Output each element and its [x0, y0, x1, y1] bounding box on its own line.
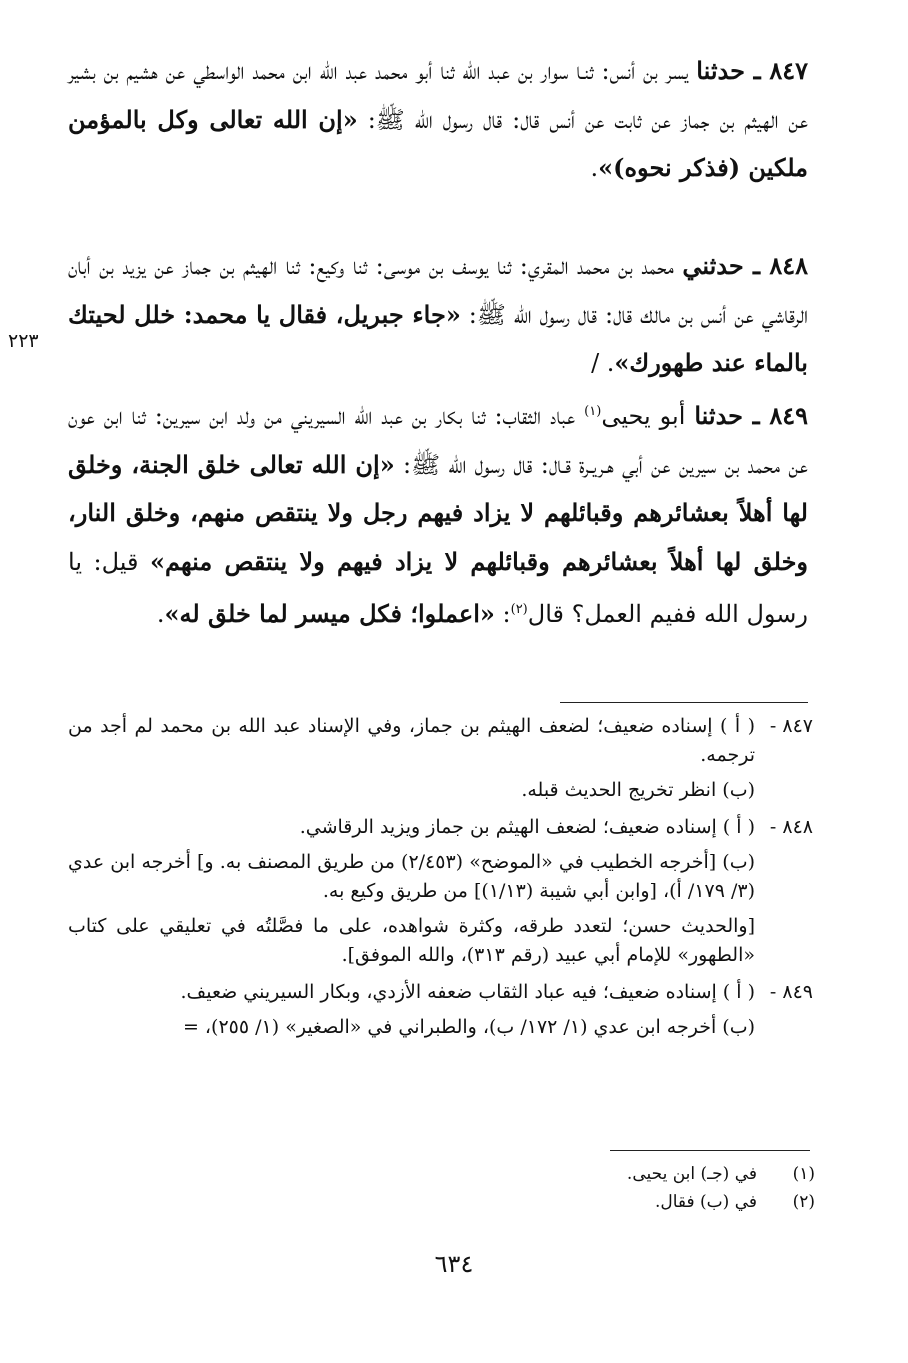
note-text: (ب) انظر تخريج الحديث قبله.	[521, 779, 755, 801]
notes-divider	[560, 702, 808, 703]
hadith-isnad: عباد الثقاب: ثنا بكار بن عبد الله السيريني من ولد ابن سيرين: ثنا ابن عون عن محمد بن سيرين عن أبي هـريـرة قـال: قال رسول الله ﷺ:	[68, 402, 809, 479]
note-text: ( أ ) إسناده ضعيف؛ لضعف الهيثم بن جماز، وفي الإسناد عبد الله بن محمد لم أجد من ترجمه.	[68, 715, 755, 766]
hadith-isnad: يسر بن أنس: ثنـا سوار بن عبد الله ثنا أبو محمد عبد الله ابن محمد الواسطي عن هشيم بن بشير عن الهيثم بن جماز عن ثابت عن أنس قال: قال رسول الله ﷺ:	[68, 57, 809, 134]
manuscript-folio-ref: ٢٢٣	[8, 330, 39, 352]
hadith-matn: «إن الله تعالى خلق الجنة، وخلق لها أهلاً بعشائرهم وقبائلهم لا يزاد فيهم رجل ولا ينتقص منهم، وخلق النار، وخلق لها أهلاً بعشائرهم وقبائلهم لا يزاد فيهم ولا ينتقص منهم»	[68, 449, 808, 576]
note-849	[68, 978, 813, 1042]
footnote-text: في (جـ) ابن يحيى.	[626, 1164, 757, 1184]
hadith-847	[68, 47, 808, 193]
hadith-matn: «إن الله تعالى وكل بالمؤمن ملكين (فذكر نحوه)»	[68, 104, 808, 182]
footnote-mark: (١)	[584, 404, 602, 419]
hadith-matn: «اعملوا؛ فكل ميسر لما خلق له»	[164, 599, 495, 628]
footnote-mark: (٢)	[510, 602, 528, 617]
footnote	[420, 1188, 815, 1216]
hadith-848	[68, 242, 808, 388]
note-ref: ٨٤٧ -	[769, 715, 813, 737]
note-text: (ب) [أخرجه الخطيب في «الموضح» (٢/٤٥٣) من طريق المصنف به. و] أخرجه ابن عدي (٣/ ١٧٩/ أ)، [وابن أبي شيبة (١/١٣)] من طريق وكيع به.	[68, 851, 755, 902]
takhrij-notes	[68, 712, 813, 1050]
note-text: ( أ ) إسناده ضعيف؛ لضعف الهيثم بن جماز ويزيد الرقاشي.	[299, 816, 755, 838]
hadith-colon: :	[494, 600, 511, 628]
footnote-number: (٢)	[792, 1192, 815, 1212]
hadith-849	[68, 388, 808, 639]
page-number: ٦٣٤	[434, 1250, 474, 1278]
hadith-number: ٨٤٩ ـ حدثنا	[694, 401, 808, 430]
note-ref: ٨٤٨ -	[769, 816, 813, 838]
hadith-question: قيل: يا رسول الله ففيم العمل؟ قال	[68, 547, 808, 628]
hadith-number: ٨٤٧ ـ حدثنا	[696, 56, 809, 85]
note-text: ( أ ) إسناده ضعيف؛ فيه عباد الثقاب ضعفه الأزدي، وبكار السيريني ضعيف.	[180, 981, 755, 1003]
footnote-number: (١)	[792, 1164, 815, 1184]
hadith-number: ٨٤٨ ـ حدثني	[682, 251, 808, 280]
footnotes-divider	[610, 1150, 810, 1151]
narrator: أبو يحيى	[601, 402, 695, 430]
note-848	[68, 813, 813, 970]
note-847	[68, 712, 813, 805]
hadith-end: . /	[591, 349, 615, 377]
hadith-end: .	[590, 154, 599, 182]
hadith-matn: «جاء جبريل، فقال يا محمد: خلل لحيتك بالماء عند طهورك»	[68, 299, 808, 377]
footnote-text: في (ب) فقال.	[654, 1192, 757, 1212]
note-ref: ٨٤٩ -	[769, 981, 813, 1003]
note-text: (ب) أخرجه ابن عدي (١/ ١٧٢/ ب)، والطبراني في «الصغير» (١/ ٢٥٥)، =	[182, 1016, 755, 1038]
hadith-isnad: محمد بن محمد المقري: ثنا يوسف بن موسى: ثنا وكيع: ثنا الهيثم بن جماز عن يزيد بن أبان الرقاشي عن أنس بن مالك قال: قال رسول الله ﷺ:	[68, 252, 808, 329]
footnote	[420, 1160, 815, 1188]
hadith-end: .	[156, 600, 165, 628]
note-text: [والحديث حسن؛ لتعدد طرقه، وكثرة شواهده، على ما فصَّلتُه في تعليقي على كتاب «الطهور» للإمام أبي عبيد (رقم ٣١٣)، والله الموفق].	[68, 915, 755, 966]
footnotes	[420, 1160, 815, 1216]
